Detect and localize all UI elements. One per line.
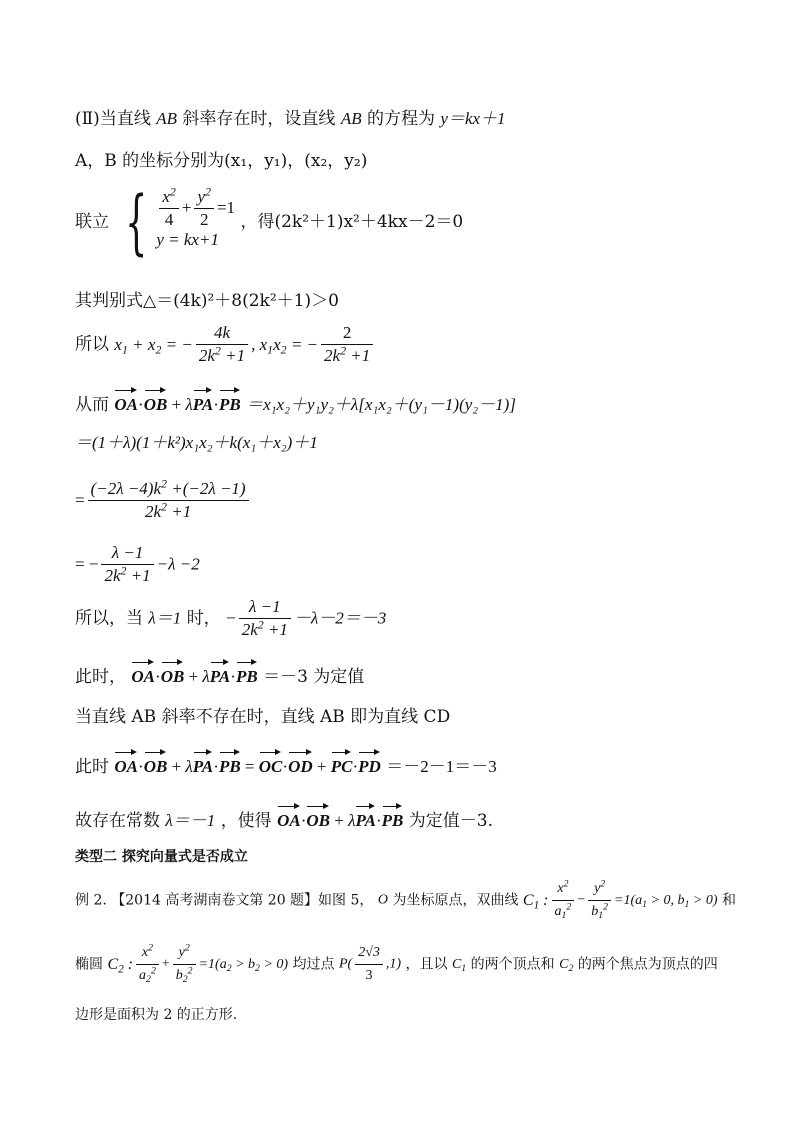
example-line-3: 边形是面积为 2 的正方形. (75, 1007, 238, 1023)
line-conclusion: 故存在常数 λ＝－1 ，使得 OA·OB + λPA·PB 为定值－3. (75, 804, 493, 832)
line-vieta: 所以 $x_1 + x_2$ = − $\frac{4k}{2k^2 +1}$ , $x_1x_2$ = − $\frac{2}{2k^2 +1}$ (75, 322, 376, 368)
line-lambda-case: 所以，当 λ＝1 时， − $\frac{\lambda -1}{2k^2 +1}$ －λ－2＝－3 (75, 597, 387, 639)
left-brace: { (125, 181, 148, 263)
line-fraction-2: = − $\frac{\lambda -1}{2k^2 +1}$ −λ −2 (75, 543, 200, 585)
line-vector-expression: 从而 OA·OB + λPA·PB ＝x₁x₂＋y₁y₂＋λ[x₁x₂＋(y₁－1)(y₂－1)] (75, 388, 516, 416)
line-expand: ＝(1＋λ)(1＋k²)x₁x₂＋k(x₁＋x₂)＋1 (75, 433, 318, 452)
line-slope-not-exists: 当直线 AB 斜率不存在时，直线 AB 即为直线 CD (75, 707, 451, 727)
line-fraction-1: = $\frac{(-2\lambda -4)k^2 +(-2\lambda -1)}{2k^2 +1}$ (75, 478, 252, 528)
line-discriminant: 其判别式△＝(4k)²＋8(2k²＋1)＞0 (75, 291, 339, 311)
line-constant-value: 此时， OA·OB + λPA·PB ＝－3 为定值 (75, 660, 364, 688)
line-slope-exists: (Ⅱ)当直线 AB 斜率存在时，设直线 AB 的方程为 y＝kx＋1 (75, 109, 506, 129)
system-eq-2: y = kx+1 (156, 230, 219, 249)
line-cd-case: 此时 OA·OB + λPA·PB = OC·OD + PC·PD ＝－2－1＝－3 (75, 750, 497, 778)
equation-system (156, 186, 235, 258)
example-line-1: 例 2. 【2014 高考湖南卷文第 20 题】如图 5， O 为坐标原点，双曲线 $C_1$ : $\frac{x^2}{a_1^2}$ − $\frac{y^2}{b_1^2}$ $=1(a_1 > 0$, $b_1 > 0$) 和 (75, 878, 736, 921)
line-coordinates: A，B 的坐标分别为(x₁，y₁)，(x₂，y₂) (75, 151, 368, 171)
line-system: 联立 { $\frac{x^2}{4}$ + $\frac{y^2}{2}$ =1 y = kx+1 ，得(2k²＋1)x²＋4kx－2＝0 (75, 181, 464, 263)
system-eq-1: $\frac{x^2}{4}$ + $\frac{y^2}{2}$ =1 (156, 186, 235, 222)
section-heading: 类型二 探究向量式是否成立 (75, 849, 248, 865)
example-line-2: 椭圆 $C_2$ : $\frac{x^2}{a_2^2}$ + $\frac{y^2}{b_2^2}$ $=1(a_2 > b_2 > 0)$ 均过点 P( $\frac{2√3}{3}$ ,1) ，且以 $C_1$ 的两个顶点和 $C_2$ 的两个焦点为顶点的四 (75, 942, 718, 985)
